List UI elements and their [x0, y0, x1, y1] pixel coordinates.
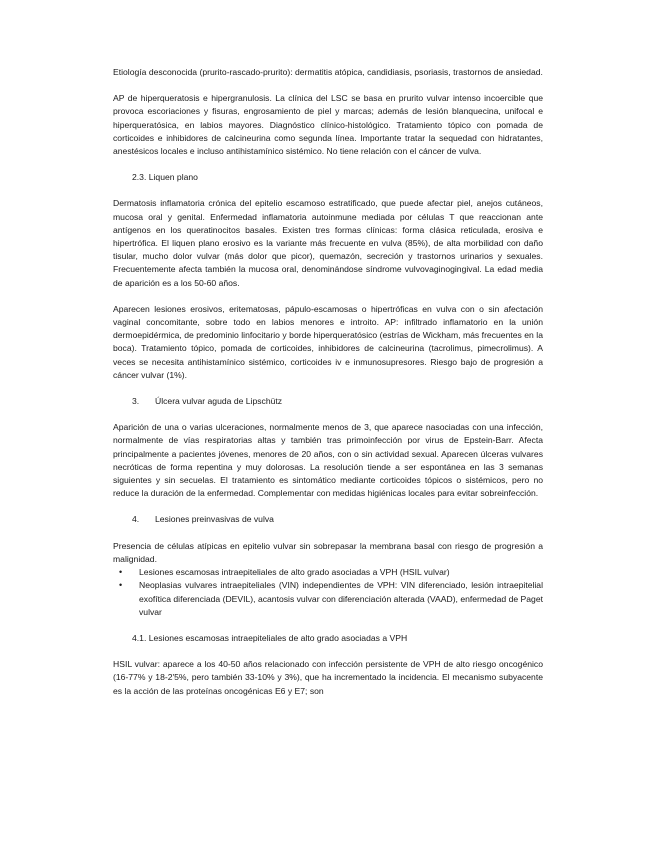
list-item: [113, 579, 543, 619]
paragraph-liquen-lesions: Aparecen lesiones erosivos, eritematosas, pápulo-escamosas o hipertróficas en vulva con o sin afectación vaginal concomitante, sobre todo en labios menores e introito. AP: infiltrado inflamatorio en la unión dermoepidérmica, de predominio linfocitario y borde hiperqueratósico (estrías de Wickham, más frecuentes en la boca). Tratamiento tópico, pomada de corticoides, inhibidores de calcineurina (tacrolimus, pimecrolimus). A veces se necesita antihistamínico sistémico, corticoides iv e inmunosupresores. Riesgo bajo de progresión a cáncer vulvar (1%).: [113, 303, 543, 380]
heading-preinvasive: [132, 513, 543, 526]
paragraph-liquen-definition: Dermatosis inflamatoria crónica del epitelio escamoso estratificado, que puede afectar piel, anejos cutáneos, mucosa oral y genital. Enfermedad inflamatoria autoinmune mediada por células T que reaccionan ante antígenos en los queratinocitos basales. Existen tres formas clínicas: forma clásica reticulada, erosiva e hipertrófica. El liquen plano erosivo es la variante más frecuente en vulva (85%), de alta morbilidad con daño tisular, mucho dolor vulvar (más dolor que picor), quemazón, secreción y trastornos urinarios y sexuales. Frecuentemente afecta también la mucosa oral, denominándose síndrome vulvovaginogingival. La edad media de aparición es a los 50-60 años.: [113, 198, 543, 288]
list-item-text: Neoplasias vulvares intraepiteliales (VIN) independientes de VPH: VIN diferenciado, lesión intraepitelial exofítica diferenciada (DEVIL), acantosis vulvar con diferenciación alterada (VAAD), enfermedad de Paget vulvar: [139, 580, 543, 617]
paragraph-etiology: Etiología desconocida (prurito-rascado-prurito): dermatitis atópica, candidiasis, psoriasis, trastornos de ansiedad.: [113, 67, 543, 77]
heading-number: 3.: [132, 396, 140, 407]
bullet-list: [113, 566, 543, 619]
heading-liquen-plano: 2.3. Liquen plano: [132, 172, 198, 183]
paragraph-preinvasive: Presencia de células atípicas en epitelio vulvar sin sobrepasar la membrana basal con riesgo de progresión a malignidad.: [113, 540, 543, 564]
list-item-text: Lesiones escamosas intraepiteliales de alto grado asociadas a VPH (HSIL vulvar): [139, 567, 450, 578]
heading-number: 4.: [132, 514, 140, 525]
heading-lipschutz: [132, 395, 543, 408]
bullet-icon: •: [119, 580, 123, 591]
heading-hsil: 4.1. Lesiones escamosas intraepiteliales de alto grado asociadas a VPH: [132, 632, 408, 643]
paragraph-lipschutz: Aparición de una o varias ulceraciones, normalmente menos de 3, que aparece nasociadas con una infección, normalmente de vías respiratorias altas y también tras primoinfección por virus de Epstein-Barr. Afecta principalmente a pacientes jóvenes, menores de 20 años, con o sin actividad sexual. Aparecen úlceras vulvares necróticas de forma repentina y muy dolorosas. La resolución tiende a ser espontánea en las 3 semanas siguientes y sin secuelas. El tratamiento es sintomático mediante corticoides tópicos o sistémicos, pero no reduce la duración de la enfermedad. Complementar con medidas higiénicas locales para evitar sobreinfección.: [113, 422, 543, 499]
document-page: [113, 66, 543, 698]
paragraph-lsc: AP de hiperqueratosis e hipergranulosis. La clínica del LSC se basa en prurito vulvar intenso incoercible que provoca escoriaciones y fisuras, engrosamiento de piel y marcas; además de lesión blanquecina, unifocal e hiperqueratósica, en labios mayores. Diagnóstico clínico-histológico. Tratamiento tópico con pomada de corticoides e inhibidores de calcineurina como segunda línea. Importante tratar la sequedad con hidratantes, anestésicos locales e incluso antihistamínico sistémico. No tiene relación con el cáncer de vulva.: [113, 93, 543, 157]
list-item: [113, 566, 543, 579]
bullet-icon: •: [119, 567, 123, 578]
heading-text: Lesiones preinvasivas de vulva: [155, 514, 274, 525]
paragraph-hsil: HSIL vulvar: aparece a los 40-50 años relacionado con infección persistente de VPH de alto riesgo oncogénico (16-77% y 18-2'5%, pero también 33-10% y 3%), que ha incrementado la incidencia. El mecanismo subyacente es la acción de las proteínas oncogénicas E6 y E7; son: [113, 659, 543, 696]
heading-text: Úlcera vulvar aguda de Lipschütz: [155, 396, 283, 407]
